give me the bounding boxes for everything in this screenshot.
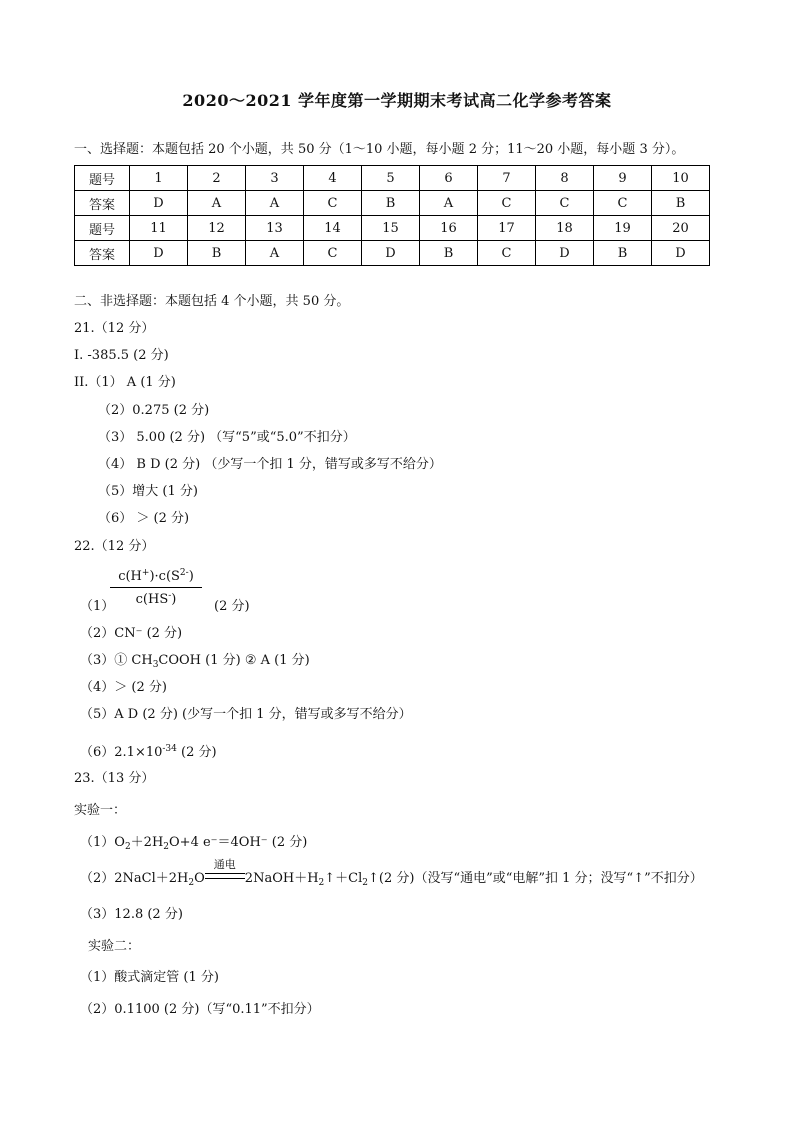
question-number-cell: 17	[478, 216, 536, 241]
question-number-cell: 11	[130, 216, 188, 241]
question-number-cell: 10	[652, 166, 710, 191]
q23-exp1-part-1: $(1)O_2+2H_2O+4$ e⁻＝4OH⁻ (2 分)	[80, 835, 308, 852]
electrolysis-condition: 通电	[213, 858, 236, 871]
question-number-cell: 2	[188, 166, 246, 191]
answer-cell: D	[130, 241, 188, 266]
question-number-cell: 1	[130, 166, 188, 191]
fraction-denominator: c(HS-)	[135, 591, 177, 607]
answer-cell: C	[478, 191, 536, 216]
answer-cell: D	[652, 241, 710, 266]
answer-cell: A	[188, 191, 246, 216]
answer-row	[75, 241, 710, 266]
q22-part-5: （5）A D (2 分) (少写一个扣 1 分，错写或多写不给分）	[80, 707, 412, 722]
question-number-cell: 15	[362, 216, 420, 241]
q22-part-2: （2）CN⁻ (2 分)	[80, 626, 183, 641]
question-number-cell: 4	[304, 166, 362, 191]
q21-part-I: I. -385.5 (2 分)	[74, 348, 169, 363]
answer-table	[74, 165, 710, 266]
electrolysis-arrow	[205, 858, 245, 887]
answer-cell: D	[130, 191, 188, 216]
question-number-row	[75, 166, 710, 191]
answer-cell: A	[420, 191, 478, 216]
q23-experiment-2-label: 实验二：	[88, 939, 141, 954]
section1-heading: 一、选择题：本题包括 20 个小题，共 50 分（1～10 小题，每小题 2 分；11～20 小题，每小题 3 分）。	[74, 142, 685, 157]
answer-cell: B	[420, 241, 478, 266]
answer-row	[75, 191, 710, 216]
q23-exp1-part-2: $(2)2NaCl+2H_2O$ 通电 $2NaOH+H_2↑+Cl_2↑(2$ 分)（没写“通电”或“电解”扣 1 分；没写“↑”不扣分）	[80, 858, 703, 888]
question-number-cell: 3	[246, 166, 304, 191]
q23-exp2-part-2: （2）0.1100 (2 分)（写“0.11”不扣分）	[80, 1002, 320, 1017]
question-number-cell: 7	[478, 166, 536, 191]
question-number-cell: 5	[362, 166, 420, 191]
answer-cell: D	[536, 241, 594, 266]
equilibrium-constant-fraction	[110, 568, 202, 607]
q22-part-4: （4）＞ (2 分)	[80, 680, 167, 695]
question-number-cell: 18	[536, 216, 594, 241]
q21-part-II-2: （2）0.275 (2 分)	[98, 403, 210, 418]
question-number-cell: 20	[652, 216, 710, 241]
q21-part-II-6: （6） ＞ (2 分)	[98, 511, 190, 526]
answer-cell: C	[594, 191, 652, 216]
q23-experiment-1-label: 实验一：	[74, 803, 127, 818]
row-label-answer: 答案	[75, 191, 130, 216]
q22-part-6: $(6)2.1\times 10^{-34}$ (2 分)	[80, 744, 217, 760]
answer-cell: C	[304, 191, 362, 216]
answer-cell: B	[362, 191, 420, 216]
answer-cell: C	[304, 241, 362, 266]
q21-part-II-1: II.（1） A (1 分)	[74, 375, 176, 390]
answer-cell: C	[536, 191, 594, 216]
answer-cell: B	[594, 241, 652, 266]
q21-heading: 21.（12 分）	[74, 321, 155, 336]
answer-cell: A	[246, 241, 304, 266]
q23-exp2-part-1: （1）酸式滴定管 (1 分)	[80, 970, 219, 985]
fraction-numerator: $c(H^+)\cdot c(S^{2-})$	[110, 568, 202, 588]
q22-part-1-score: (2 分)	[214, 599, 250, 614]
answer-cell: B	[652, 191, 710, 216]
question-number-cell: 9	[594, 166, 652, 191]
q23-heading: 23.（13 分）	[74, 771, 155, 786]
q21-part-II-4: （4） B D (2 分) （少写一个扣 1 分，错写或多写不给分）	[98, 457, 442, 472]
question-number-cell: 12	[188, 216, 246, 241]
q21-part-II-5: （5）增大 (1 分)	[98, 484, 198, 499]
q22-part-3: （3）① $CH_3COOH$ (1 分) ② A (1 分)	[80, 653, 310, 670]
question-number-row	[75, 216, 710, 241]
row-label-answer: 答案	[75, 241, 130, 266]
question-number-cell: 6	[420, 166, 478, 191]
answer-cell: C	[478, 241, 536, 266]
page-title: 2020～2021 学年度第一学期期末考试高二化学参考答案	[182, 91, 612, 110]
answer-cell: A	[246, 191, 304, 216]
row-label-question-number: 题号	[75, 216, 130, 241]
answer-cell: B	[188, 241, 246, 266]
row-label-question-number: 题号	[75, 166, 130, 191]
q23-exp1-part-3: （3）12.8 (2 分)	[80, 907, 183, 922]
q22-heading: 22.（12 分）	[74, 539, 155, 554]
question-number-cell: 13	[246, 216, 304, 241]
question-number-cell: 14	[304, 216, 362, 241]
question-number-cell: 19	[594, 216, 652, 241]
question-number-cell: 8	[536, 166, 594, 191]
q21-part-II-3: （3） 5.00 (2 分) （写“5”或“5.0”不扣分）	[98, 430, 356, 445]
answer-cell: D	[362, 241, 420, 266]
q22-part-1-label: （1）	[80, 599, 115, 614]
question-number-cell: 16	[420, 216, 478, 241]
section2-heading: 二、非选择题：本题包括 4 个小题，共 50 分。	[74, 294, 350, 309]
